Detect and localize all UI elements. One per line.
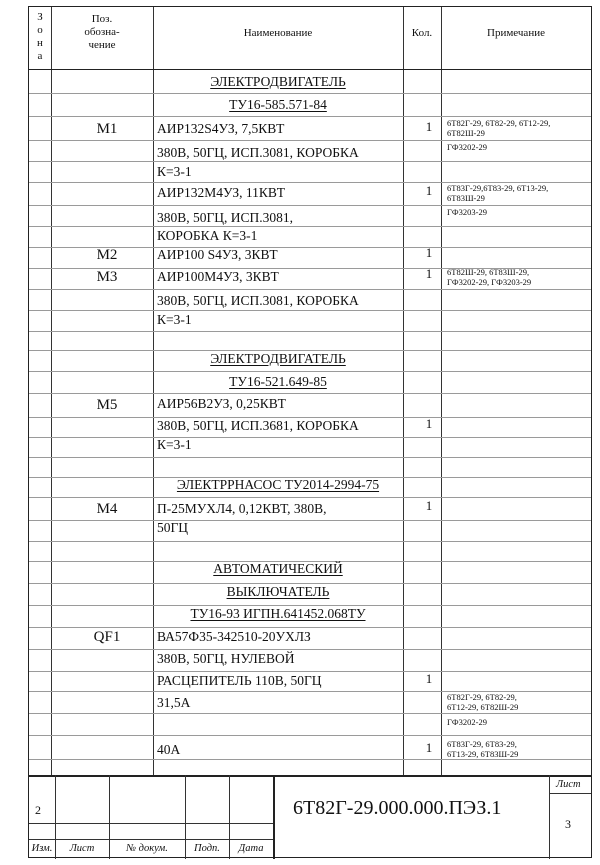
item-note: 6Т83Г-29, 6Т83-29, 6Т13-29, 6Т83Ш-29 [447,739,519,759]
position-code: М4 [96,501,118,517]
position-code: М1 [96,121,118,137]
item-note: ГФ3202-29 [447,142,487,152]
row-line [29,520,591,521]
section-title: ЭЛЕКТРОДВИГАТЕЛЬ [210,74,346,89]
item-name: 380В, 50ГЦ, НУЛЕВОЙ [157,651,295,666]
section-title: ЭЛЕКТРРНАСОС ТУ2014-2994-75 [176,477,380,492]
item-name: АИР132S4УЗ, 7,5КВТ [157,121,285,136]
item-qty: 1 [425,183,433,198]
row-line [29,116,591,117]
section-title: ЭЛЕКТРОДВИГАТЕЛЬ [210,351,346,366]
item-qty: 1 [425,416,433,431]
row-line [29,289,591,290]
item-name: 380В, 50ГЦ, ИСП.3681, КОРОБКА [157,418,359,433]
row-line [29,437,591,438]
sheet-page-left: 2 [35,803,41,817]
row-line [29,393,591,394]
row-line [29,371,591,372]
stamp-date: Дата [238,843,264,854]
position-code: QF1 [93,629,121,645]
stamp-top-line [29,775,591,777]
header-qty: Кол. [411,27,433,39]
stamp-mid-line [29,839,273,840]
item-qty: 1 [425,245,433,260]
header-zone: З о н а [37,11,43,62]
row-line [29,457,591,458]
row-line [29,140,591,141]
item-name: К=3-1 [157,312,192,327]
item-qty: 1 [425,740,433,755]
row-line [29,759,591,760]
item-name: АИР56В2УЗ, 0,25КВТ [157,396,286,411]
spec-number: ТУ16-585.571-84 [229,97,327,112]
stamp-mid-line [29,823,273,824]
item-qty: 1 [425,671,433,686]
item-name: 31,5А [157,695,191,710]
row-line [29,310,591,311]
position-code: М5 [96,397,118,413]
header-position: Поз. обозна- чение [84,13,120,51]
col-divider [51,7,52,775]
item-name: 380В, 50ГЦ, ИСП.3081, КОРОБКА [157,293,359,308]
item-qty: 1 [425,498,433,513]
item-name: АИР132М4УЗ, 11КВТ [157,185,285,200]
row-line [29,93,591,94]
stamp-doc-no: № докум. [126,843,168,854]
row-line [29,649,591,650]
item-name: 380В, 50ГЦ, ИСП.3081, [157,210,294,225]
item-name: К=3-1 [157,164,192,179]
row-line [29,226,591,227]
row-line [29,735,591,736]
spec-number: ТУ16-521.649-85 [229,374,327,389]
row-line [29,497,591,498]
list-number: 3 [565,817,571,831]
col-divider [403,7,404,775]
list-label: Лист [556,779,581,790]
stamp-sign: Подп. [194,843,220,854]
item-name: 50ГЦ [157,520,189,535]
header-line [29,69,591,70]
row-line [29,205,591,206]
item-note: 6Т82Г-29, 6Т82-29, 6Т12-29, 6Т82Ш-29 [447,692,519,712]
stamp-list-line [549,793,591,794]
item-name: ВА57Ф35-342510-20УХЛЗ [157,629,311,644]
position-code: М2 [96,247,118,263]
item-qty: 1 [425,266,433,281]
item-qty: 1 [425,119,433,134]
item-note: 6Т83Г-29,6Т83-29, 6Т13-29, 6Т83Ш-29 [447,183,549,203]
row-line [29,161,591,162]
position-code: М3 [96,269,118,285]
item-note: ГФ3203-29 [447,207,487,217]
stamp-izm: Изм. [31,843,53,854]
item-name: К=3-1 [157,437,192,452]
row-line [29,541,591,542]
item-name: АИР100 S4УЗ, 3КВТ [157,247,278,262]
item-name: 380В, 50ГЦ, ИСП.3081, КОРОБКА [157,145,359,160]
item-name: АИР100М4УЗ, 3КВТ [157,269,279,284]
item-note: ГФ3202-29 [447,717,487,727]
row-line [29,331,591,332]
stamp-divider [549,775,550,859]
item-name: РАСЦЕПИТЕЛЬ 110В, 50ГЦ [157,673,322,688]
section-title: ВЫКЛЮЧАТЕЛЬ [226,584,330,599]
stamp-divider [273,775,275,859]
spec-number: ТУ16-93 ИГПН.641452.068ТУ [190,606,366,621]
item-name: 40А [157,742,181,757]
item-name: КОРОБКА К=3-1 [157,228,258,243]
item-name: П-25МУХЛ4, 0,12КВТ, 380В, [157,501,327,516]
item-note: 6Т82Ш-29, 6Т83Ш-29, ГФ3202-29, ГФ3203-29 [447,267,532,287]
header-note: Примечание [487,27,545,39]
item-note: 6Т82Г-29, 6Т82-29, 6Т12-29, 6Т82Ш-29 [447,118,551,138]
row-line [29,713,591,714]
document-code: 6Т82Г-29.000.000.ПЭЗ.1 [293,797,502,819]
specification-sheet [28,6,592,858]
row-line [29,671,591,672]
section-title: АВТОМАТИЧЕСКИЙ [213,561,343,576]
stamp-list: Лист [69,843,95,854]
row-line [29,627,591,628]
header-name: Наименование [243,27,313,39]
